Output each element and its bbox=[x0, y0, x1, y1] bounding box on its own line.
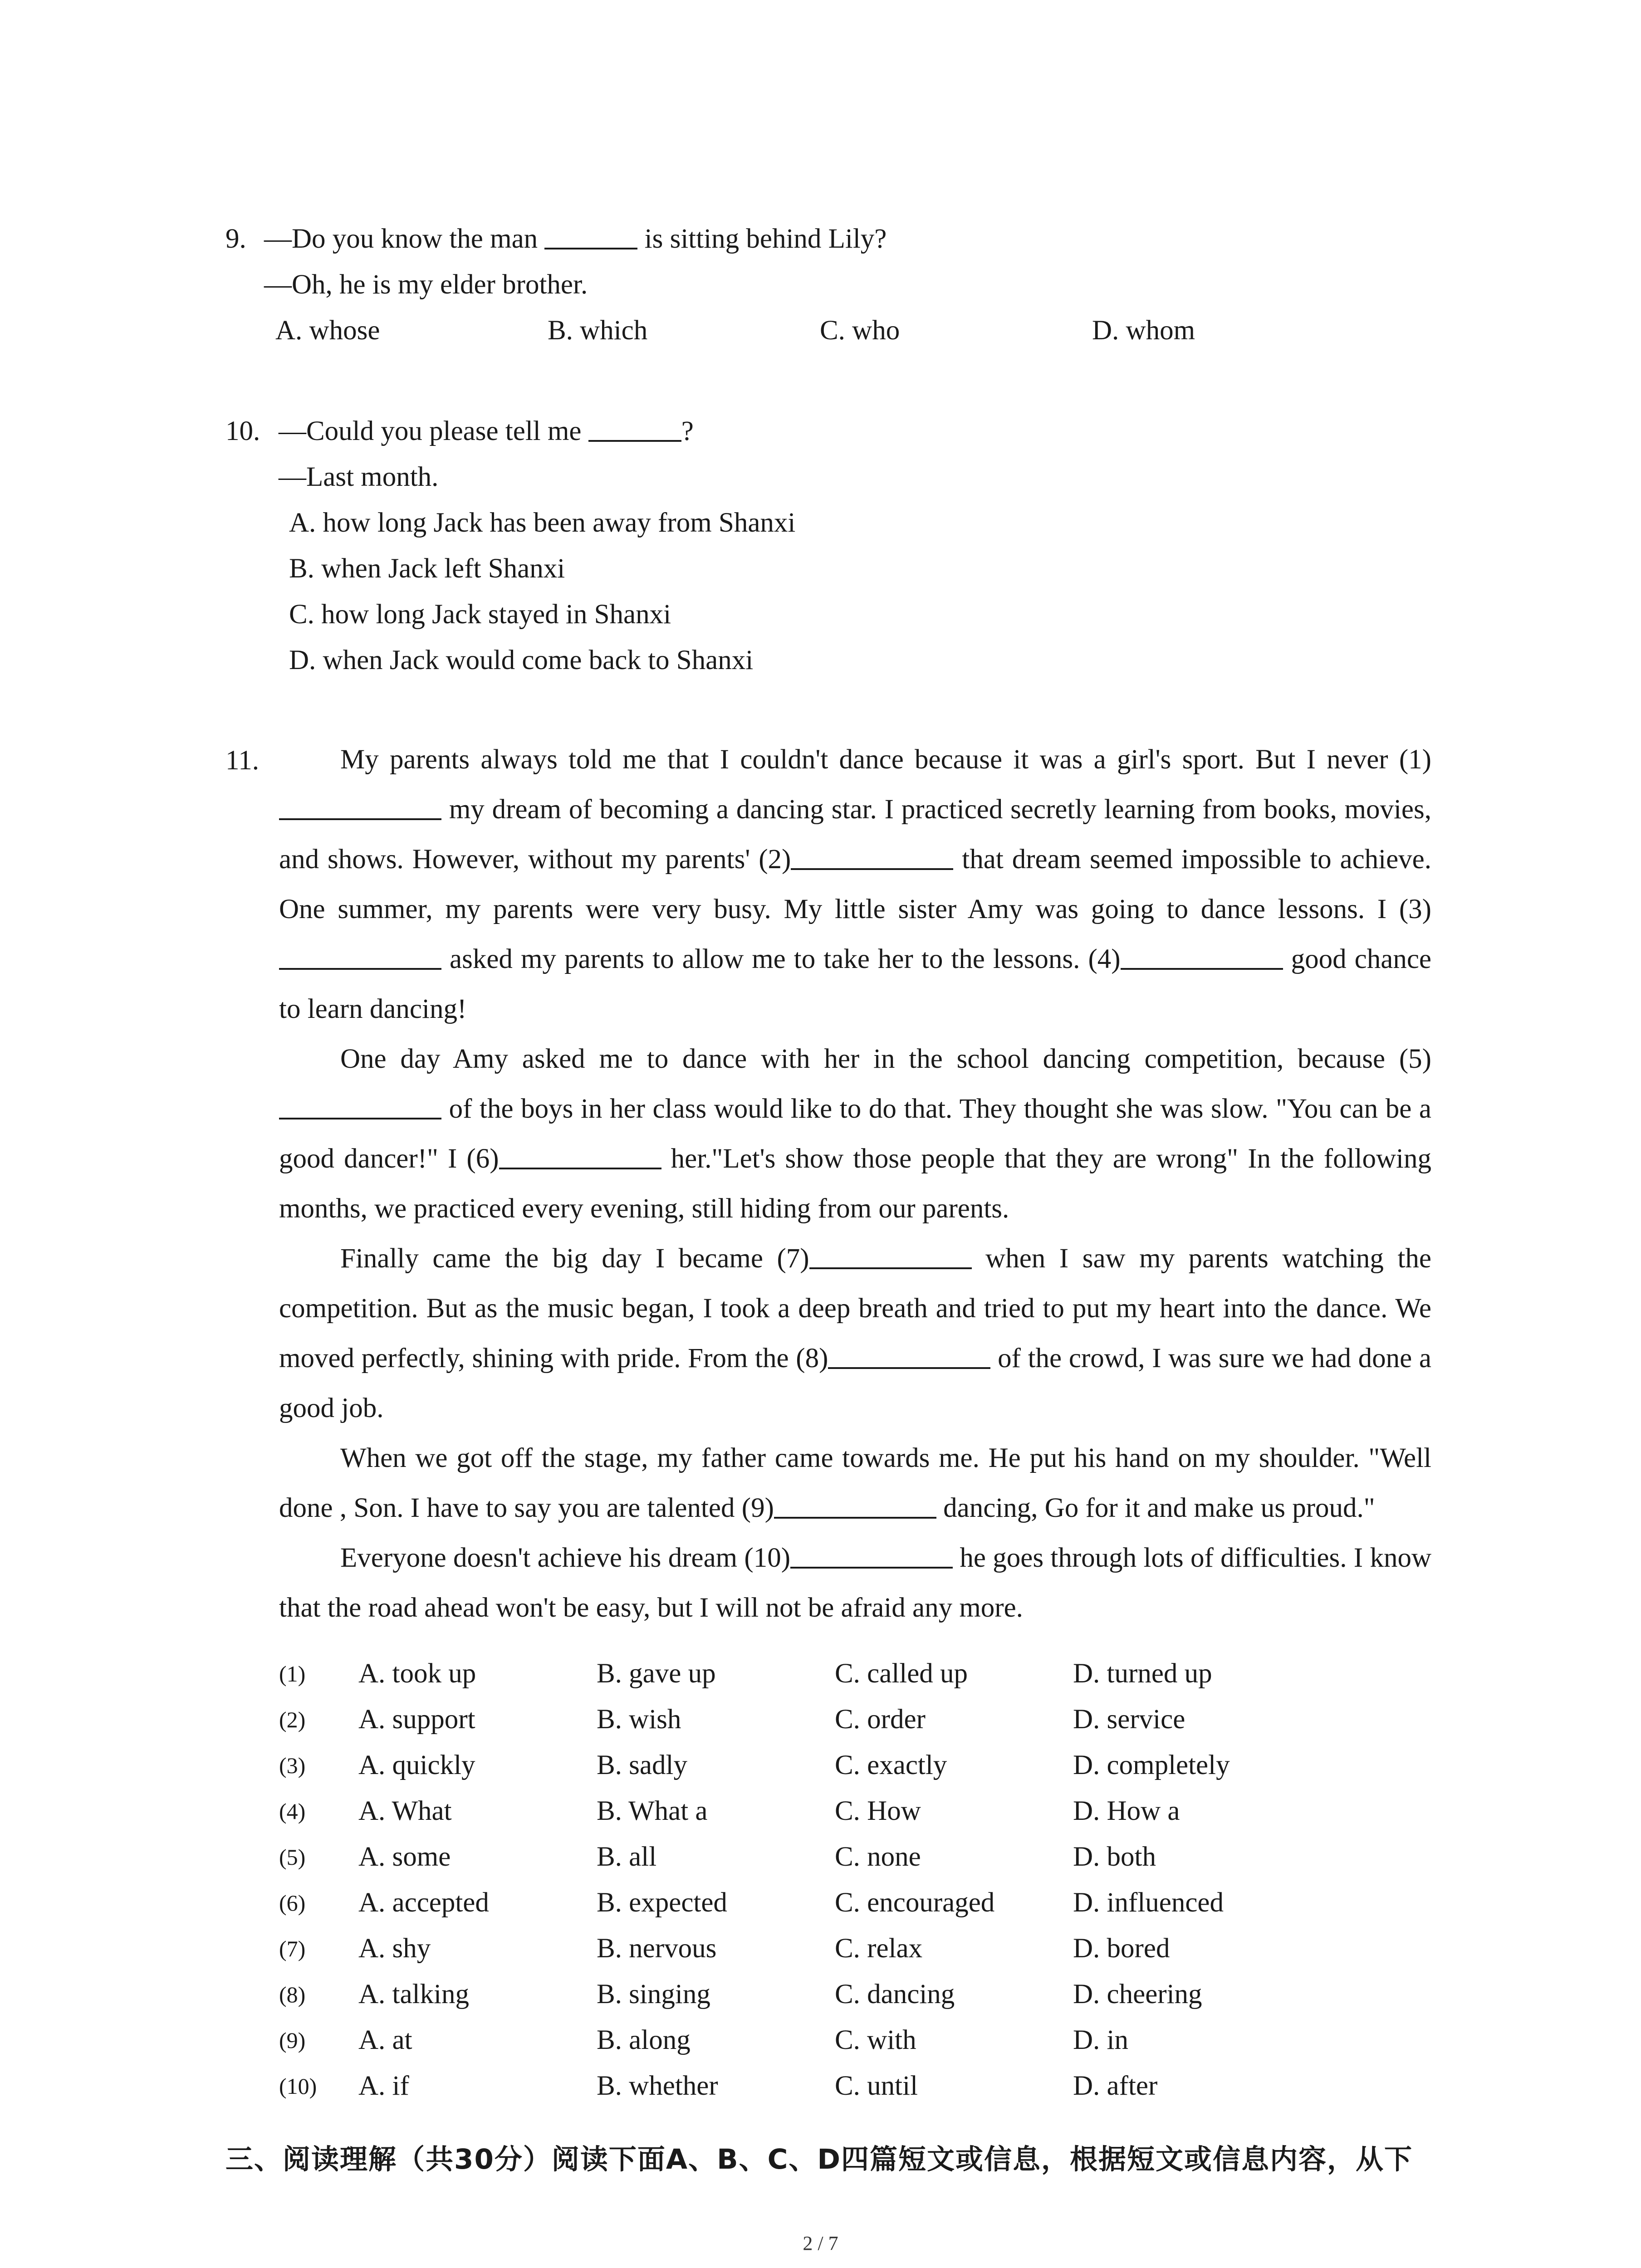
choice-option-c: C. encouraged bbox=[835, 1887, 995, 1918]
choice-row bbox=[279, 1979, 1431, 2024]
choice-option-d: D. service bbox=[1073, 1704, 1185, 1735]
passage-paragraph-5: Everyone doesn't achieve his dream (10) he goes through lots of difficulties. I know that the road ahead won't be easy, but I will not be afraid any more. bbox=[279, 1533, 1431, 1633]
choice-number: (7) bbox=[279, 1936, 306, 1961]
question-reply: —Last month. bbox=[279, 462, 439, 492]
choice-option-a: A. quickly bbox=[358, 1750, 475, 1780]
answer-blank bbox=[588, 413, 681, 442]
choice-number: (9) bbox=[279, 2028, 306, 2053]
choice-row bbox=[279, 1795, 1431, 1841]
choice-option-b: B. expected bbox=[597, 1887, 727, 1918]
question-10 bbox=[225, 408, 1450, 689]
choice-number: (1) bbox=[279, 1661, 306, 1686]
choice-option-b: B. all bbox=[597, 1842, 657, 1872]
choice-row bbox=[279, 1704, 1431, 1750]
choice-option-d: D. both bbox=[1073, 1842, 1156, 1872]
choice-row bbox=[279, 1658, 1431, 1704]
option-a: A. how long Jack has been away from Shanxi bbox=[289, 508, 796, 538]
choice-row bbox=[279, 1933, 1431, 1979]
question-11-number: 11. bbox=[225, 745, 259, 776]
choice-option-d: D. completely bbox=[1073, 1750, 1230, 1780]
question-reply: —Oh, he is my elder brother. bbox=[264, 269, 588, 300]
choice-number: (5) bbox=[279, 1844, 306, 1870]
choice-option-b: B. wish bbox=[597, 1704, 681, 1735]
option-d: D. whom bbox=[1092, 315, 1195, 346]
blank-7 bbox=[809, 1240, 972, 1269]
choice-option-b: B. nervous bbox=[597, 1933, 717, 1964]
choice-number: (8) bbox=[279, 1982, 306, 2007]
choice-option-c: C. with bbox=[835, 2025, 916, 2055]
choice-number: (4) bbox=[279, 1799, 306, 1824]
question-number: 9. bbox=[225, 224, 246, 254]
blank-9 bbox=[774, 1490, 936, 1519]
choice-row bbox=[279, 2070, 1431, 2116]
choice-option-c: C. How bbox=[835, 1796, 921, 1826]
choice-option-a: A. shy bbox=[358, 1933, 431, 1964]
choice-row bbox=[279, 2024, 1431, 2070]
choice-option-a: A. What bbox=[358, 1796, 452, 1826]
option-c: C. who bbox=[820, 315, 900, 346]
choice-option-d: D. cheering bbox=[1073, 1979, 1202, 2009]
choice-option-b: B. sadly bbox=[597, 1750, 687, 1780]
question-9 bbox=[225, 216, 1450, 361]
option-a: A. whose bbox=[275, 315, 380, 346]
choice-option-d: D. after bbox=[1073, 2071, 1158, 2101]
blank-10 bbox=[790, 1540, 953, 1569]
blank-3 bbox=[279, 941, 441, 970]
choice-option-b: B. What a bbox=[597, 1796, 708, 1826]
choice-row bbox=[279, 1887, 1431, 1933]
choice-option-d: D. influenced bbox=[1073, 1887, 1224, 1918]
choice-number: (6) bbox=[279, 1890, 306, 1916]
option-c: C. how long Jack stayed in Shanxi bbox=[289, 599, 671, 630]
choice-option-b: B. gave up bbox=[597, 1658, 716, 1689]
choice-option-b: B. whether bbox=[597, 2071, 718, 2101]
choice-option-d: D. bored bbox=[1073, 1933, 1170, 1964]
choice-option-c: C. relax bbox=[835, 1933, 923, 1964]
choice-option-c: C. exactly bbox=[835, 1750, 947, 1780]
choice-number: (3) bbox=[279, 1753, 306, 1778]
choice-option-d: D. in bbox=[1073, 2025, 1128, 2055]
choice-option-c: C. none bbox=[835, 1842, 921, 1872]
section-heading: 三、阅读理解（共30分）阅读下面A、B、C、D四篇短文或信息，根据短文或信息内容，从下 bbox=[225, 2143, 1413, 2175]
choice-option-a: A. if bbox=[358, 2071, 409, 2101]
choice-option-a: A. at bbox=[358, 2025, 412, 2055]
question-stem: —Could you please tell me ? bbox=[279, 408, 694, 454]
cloze-passage bbox=[279, 735, 1431, 1633]
option-b: B. when Jack left Shanxi bbox=[289, 553, 565, 584]
choice-option-a: A. took up bbox=[358, 1658, 476, 1689]
choice-option-c: C. order bbox=[835, 1704, 926, 1735]
page-number: 2 / 7 bbox=[803, 2232, 838, 2254]
choice-number: (10) bbox=[279, 2073, 317, 2099]
option-b: B. which bbox=[548, 315, 648, 346]
blank-1 bbox=[279, 791, 441, 820]
choice-option-b: B. along bbox=[597, 2025, 691, 2055]
blank-8 bbox=[828, 1340, 990, 1369]
passage-paragraph-2: One day Amy asked me to dance with her in the school dancing competition, because (5) of the boys in her class would like to do that. They thought she was slow. "You can be a good dancer!" I (6) her."Let's show those people that they are wrong" In the following months, we practiced every evening, still hiding from our parents. bbox=[279, 1044, 1431, 1224]
blank-6 bbox=[499, 1140, 661, 1169]
choice-number: (2) bbox=[279, 1707, 306, 1732]
question-number: 10. bbox=[225, 416, 260, 446]
choice-option-a: A. some bbox=[358, 1842, 451, 1872]
choice-option-d: D. How a bbox=[1073, 1796, 1180, 1826]
choice-option-a: A. talking bbox=[358, 1979, 469, 2009]
question-stem: —Do you know the man is sitting behind Lily? bbox=[264, 216, 887, 262]
choice-row bbox=[279, 1750, 1431, 1795]
choice-option-c: C. called up bbox=[835, 1658, 968, 1689]
choice-option-b: B. singing bbox=[597, 1979, 710, 2009]
choice-option-d: D. turned up bbox=[1073, 1658, 1212, 1689]
blank-4 bbox=[1121, 941, 1283, 970]
choice-option-a: A. accepted bbox=[358, 1887, 489, 1918]
choice-option-c: C. until bbox=[835, 2071, 918, 2101]
passage-paragraph-1: My parents always told me that I couldn't dance because it was a girl's sport. But I never (1) my dream of becoming a dancing star. I practiced secretly learning from books, movies, and shows. However, without my parents' (2) that dream seemed impossible to achieve. One summer, my parents were very busy. My little sister Amy was going to dance lessons. I (3) asked my parents to allow me to take her to the lessons. (4) good chance to learn dancing! bbox=[279, 744, 1431, 1024]
answer-blank bbox=[544, 220, 637, 249]
choice-row bbox=[279, 1841, 1431, 1887]
blank-5 bbox=[279, 1090, 441, 1119]
passage-paragraph-3: Finally came the big day I became (7) when I saw my parents watching the competition. But as the music began, I took a deep breath and tried to put my heart into the dance. We moved perfectly, shining with pride. From the (8) of the crowd, I was sure we had done a good job. bbox=[279, 1234, 1431, 1433]
choice-option-a: A. support bbox=[358, 1704, 475, 1735]
option-d: D. when Jack would come back to Shanxi bbox=[289, 645, 754, 675]
passage-paragraph-4: When we got off the stage, my father came towards me. He put his hand on my shoulder. "Well done , Son. I have to say you are talented (9) dancing, Go for it and make us proud." bbox=[279, 1443, 1431, 1523]
choice-option-c: C. dancing bbox=[835, 1979, 955, 2009]
blank-2 bbox=[791, 841, 953, 870]
